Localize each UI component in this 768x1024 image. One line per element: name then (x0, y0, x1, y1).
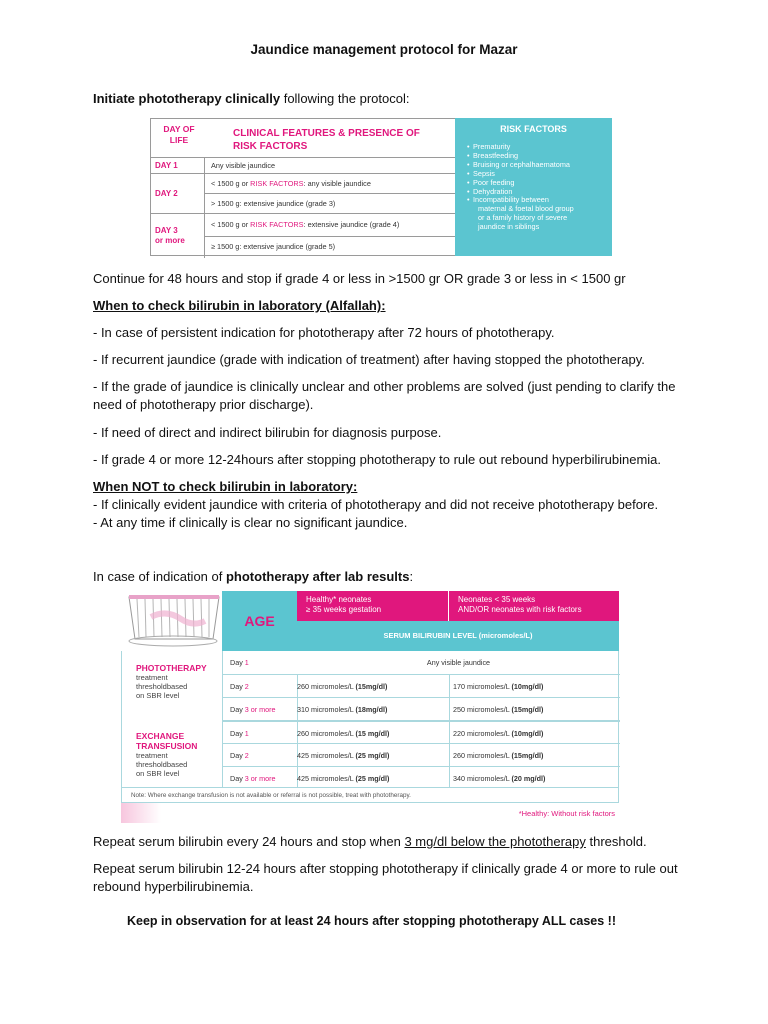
day3-feature-a: < 1500 g or RISK FACTORS: extensive jaundice (grade 4) (211, 220, 400, 229)
day3-label: DAY 3 or more (155, 226, 185, 245)
risk-item: • Bruising or cephalhaematoma (467, 159, 570, 169)
check-item: - If recurrent jaundice (grade with indication of treatment) after having stopped the phototherapy. (93, 352, 645, 367)
check-item: - If need of direct and indirect bilirubin for diagnosis purpose. (93, 425, 442, 440)
lab-intro-paragraph: In case of indication of phototherapy after lab results: (93, 569, 414, 584)
intro-bold: Initiate phototherapy clinically (93, 91, 281, 106)
table-row: Day 1 Any visible jaundice (230, 658, 491, 667)
risk-item-cont: jaundice in siblings (478, 222, 540, 232)
table1-header (151, 119, 467, 157)
risk-item: • Dehydration (467, 186, 513, 196)
risk-factors-list (467, 143, 574, 232)
check-heading: When to check bilirubin in laboratory (Alfallah): (93, 298, 386, 313)
table2-body (121, 651, 619, 803)
risk-item: • Prematurity (467, 142, 511, 151)
intro-paragraph (93, 90, 683, 108)
table2-note: Note: Where exchange transfusion is not available or referral is not possible, treat with phototherapy. (121, 787, 619, 803)
repeat-paragraph-1: Repeat serum bilirubin every 24 hours and stop when 3 mg/dl below the phototherapy threshold. (93, 834, 647, 849)
risk-neonates-header: Neonates < 35 weeks AND/OR neonates with risk factors (449, 591, 619, 621)
serum-bilirubin-header: SERUM BILIRUBIN LEVEL (micromoles/L) (297, 621, 619, 651)
risk-item: • Sepsis (467, 168, 495, 178)
repeat-paragraph-2: Repeat serum bilirubin 12-24 hours after stopping phototherapy if clinically grade 4 or more to rule out rebound hyperbilirubinemia. (93, 861, 678, 894)
table-row: Day 1 260 micromoles/L (15 mg/dl) 220 micromoles/L (10mg/dl) (223, 720, 620, 743)
lab-threshold-table (121, 591, 619, 823)
exchange-group-label: EXCHANGE TRANSFUSION treatment thresholdbased on SBR level (136, 731, 198, 778)
table-row: Day 3 or more 310 micromoles/L (18mg/dl) 250 micromoles/L (15mg/dl) (223, 697, 620, 720)
table-row: Day 3 or more 425 micromoles/L (25 mg/dl) 340 micromoles/L (20 mg/dl) (223, 766, 620, 789)
day1-label: DAY 1 (155, 161, 178, 170)
risk-item-cont: maternal & foetal blood group (478, 204, 574, 214)
continue-paragraph: Continue for 48 hours and stop if grade 4 or less in >1500 gr OR grade 3 or less in < 1500 gr (93, 271, 626, 286)
not-check-heading: When NOT to check bilirubin in laboratory: (93, 479, 358, 494)
check-item: - In case of persistent indication for phototherapy after 72 hours of phototherapy. (93, 325, 555, 340)
check-item: - If the grade of jaundice is clinically unclear and other problems are solved (just pending to clarify the need of phototherapy prior discharge). (93, 379, 676, 412)
table1-row-day2 (151, 173, 467, 213)
table1-row-day1 (151, 157, 467, 173)
risk-item: • Breastfeeding (467, 150, 519, 160)
phototherapy-group-label: PHOTOTHERAPY treatment thresholdbased on SBR level (136, 663, 207, 700)
check-item: - If grade 4 or more 12-24hours after stopping phototherapy to rule out rebound hyperbilirubinemia. (93, 452, 662, 467)
not-check-item: - At any time if clinically is clear no significant jaundice. (93, 515, 408, 530)
risk-item-cont: or a family history of severe (478, 213, 568, 223)
risk-factors-box (455, 118, 612, 256)
day2-feature-a: < 1500 g or RISK FACTORS: any visible jaundice (211, 179, 371, 188)
risk-factors-title: RISK FACTORS (500, 124, 567, 134)
page-title: Jaundice management protocol for Mazar (250, 42, 518, 57)
intro-rest: following the protocol: (280, 91, 410, 106)
clinical-criteria-table (150, 118, 468, 256)
clinical-features-header: CLINICAL FEATURES & PRESENCE OF RISK FACTORS (233, 128, 420, 152)
age-header: AGE (222, 591, 297, 651)
risk-item: • Poor feeding (467, 177, 515, 187)
day-of-life-header: DAY OF LIFE (163, 124, 195, 145)
healthy-neonates-header: Healthy* neonates ≥ 35 weeks gestation (297, 591, 448, 621)
day3-feature-b: ≥ 1500 g: extensive jaundice (grade 5) (211, 242, 336, 251)
day2-feature-b: > 1500 g: extensive jaundice (grade 3) (211, 199, 336, 208)
final-note: Keep in observation for at least 24 hours after stopping phototherapy ALL cases !! (127, 914, 616, 928)
table-row: Day 2 260 micromoles/L (15mg/dl) 170 micromoles/L (10mg/dl) (223, 674, 620, 697)
table1-row-day3 (151, 213, 467, 257)
phototherapy-device-illustration (121, 591, 222, 651)
table-row: Day 2 425 micromoles/L (25 mg/dl) 260 micromoles/L (15mg/dl) (223, 743, 620, 766)
table2-footnote: *Healthy: Without risk factors (518, 809, 615, 818)
day1-feature: Any visible jaundice (211, 161, 276, 170)
not-check-item: - If clinically evident jaundice with criteria of phototherapy and did not receive phototherapy before. (93, 497, 659, 512)
risk-item: • Incompatibility between (467, 195, 549, 205)
day2-label: DAY 2 (155, 189, 178, 198)
